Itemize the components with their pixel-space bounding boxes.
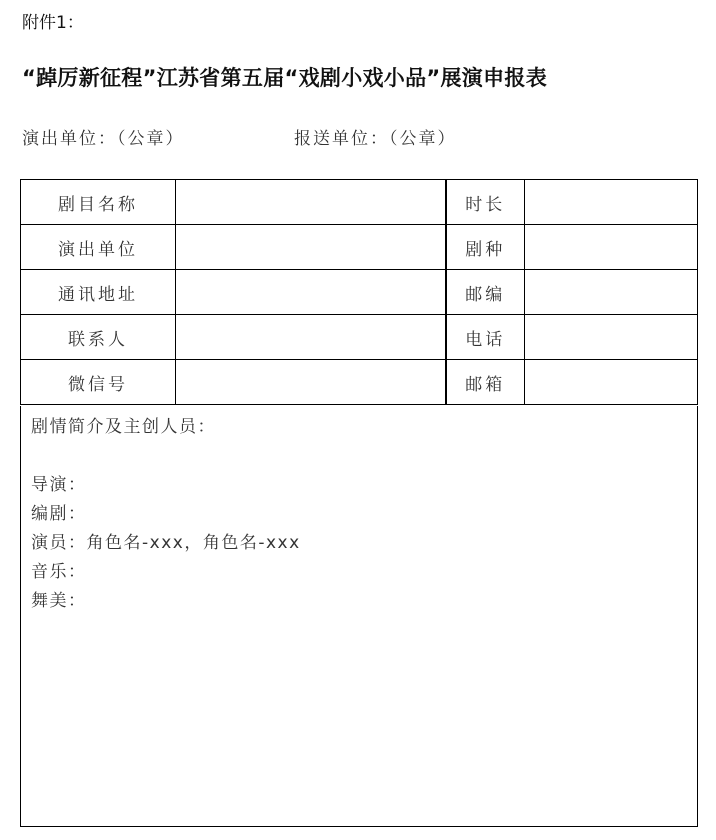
label-postcode: 邮编 (446, 270, 525, 315)
label-address: 通讯地址 (21, 270, 176, 315)
units-line (22, 124, 457, 149)
performing-unit-field[interactable] (176, 225, 446, 270)
label-play-name: 剧目名称 (21, 180, 176, 225)
label-contact: 联系人 (21, 315, 176, 360)
label-wechat: 微信号 (21, 360, 176, 405)
label-phone: 电话 (446, 315, 525, 360)
synopsis-and-crew-box[interactable] (20, 406, 698, 827)
label-email: 邮箱 (446, 360, 525, 405)
attachment-label: 附件1： (22, 13, 84, 33)
form-title: “踔厉新征程”江苏省第五届“戏剧小戏小品”展演申报表 (22, 66, 548, 90)
contact-field[interactable] (176, 315, 446, 360)
label-performing-unit: 演出单位 (21, 225, 176, 270)
submitter-unit-label: 报送单位：（公章） (294, 129, 457, 149)
stage-art-line: 舞美： (31, 591, 87, 611)
email-field[interactable] (525, 360, 698, 405)
postcode-field[interactable] (525, 270, 698, 315)
application-form-table (20, 179, 698, 405)
writer-line: 编剧： (31, 504, 87, 524)
label-genre: 剧种 (446, 225, 525, 270)
table-row (21, 180, 698, 225)
play-name-field[interactable] (176, 180, 446, 225)
label-duration: 时长 (446, 180, 525, 225)
performer-unit-label: 演出单位：（公章） (22, 129, 185, 149)
phone-field[interactable] (525, 315, 698, 360)
table-row (21, 225, 698, 270)
director-line: 导演： (31, 475, 87, 495)
address-field[interactable] (176, 270, 446, 315)
table-row (21, 315, 698, 360)
synopsis-heading: 剧情简介及主创人员： (31, 417, 216, 437)
duration-field[interactable] (525, 180, 698, 225)
table-row (21, 270, 698, 315)
table-row (21, 360, 698, 405)
wechat-field[interactable] (176, 360, 446, 405)
music-line: 音乐： (31, 562, 87, 582)
genre-field[interactable] (525, 225, 698, 270)
actors-line: 演员：角色名-xxx，角色名-xxx (31, 533, 301, 553)
